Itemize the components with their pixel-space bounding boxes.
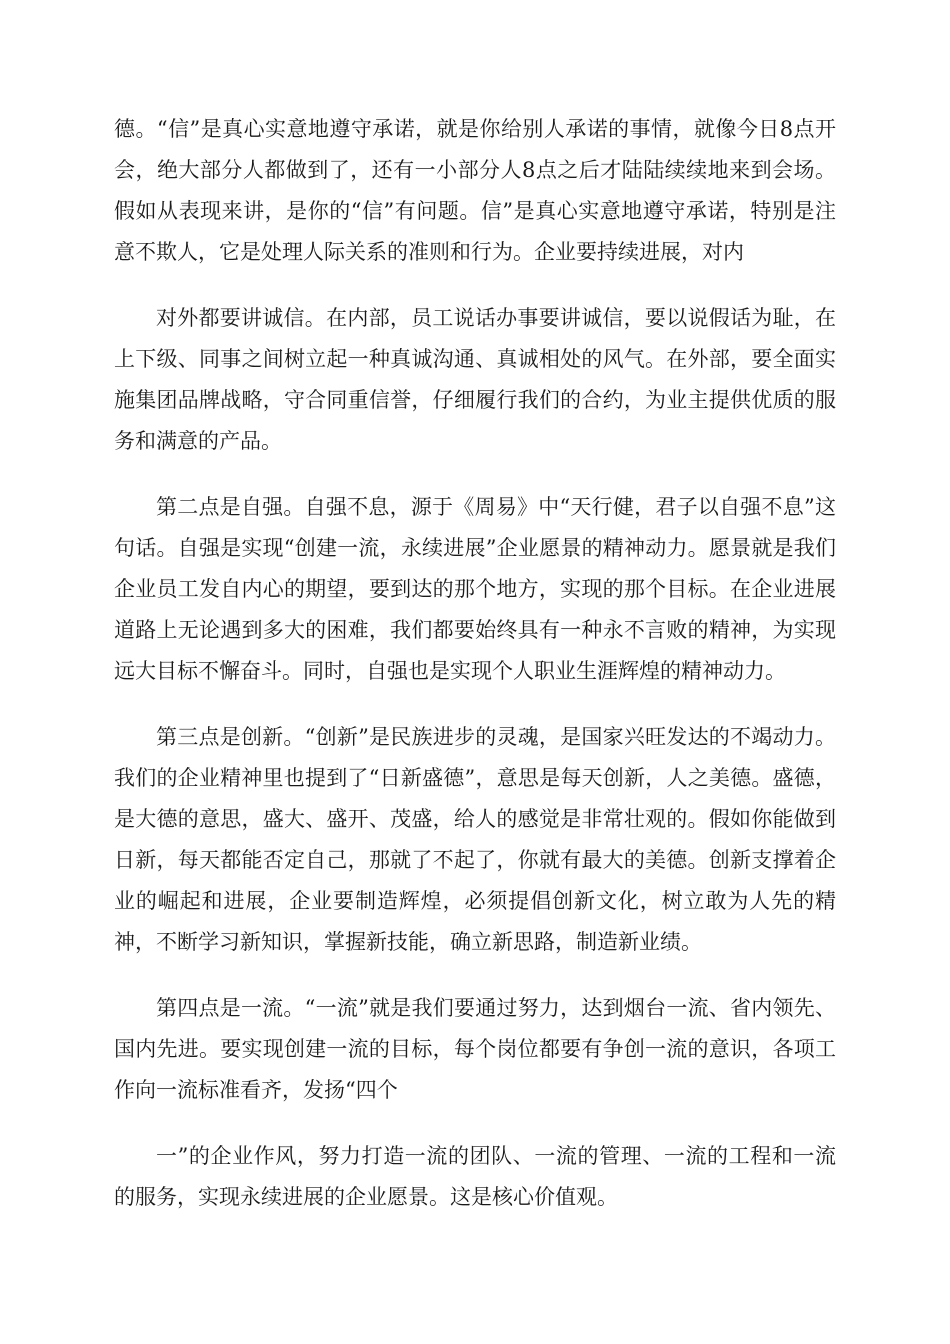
paragraph-3: 第二点是自强。自强不息，源于《周易》中“天行健，君子以自强不息”这句话。自强是实现“创建一流，永续进展”企业愿景的精神动力。愿景就是我们企业员工发自内心的期望，要到达的那个地方，实现的那个目标。在企业进展道路上无论遇到多大的困难，我们都要始终具有一种永不言败的精神，为实现远大目标不懈奋斗。同时，自强也是实现个人职业生涯辉煌的精神动力。 [114,495,836,683]
paragraph-5: 第四点是一流。“一流”就是我们要通过努力，达到烟台一流、省内领先、国内先进。要实现创建一流的目标，每个岗位都要有争创一流的意识，各项工作向一流标准看齐，发扬“四个 [114,996,836,1102]
document-body [114,109,836,1218]
paragraph-1: 德。“信”是真心实意地遵守承诺，就是你给别人承诺的事情，就像今日8点开会，绝大部分人都做到了，还有一小部分人8点之后才陆陆续续地来到会场。假如从表现来讲，是你的“信”有问题。信”是真心实意地遵守承诺，特别是注意不欺人，它是处理人际关系的准则和行为。企业要持续进展，对内 [114,117,836,264]
paragraph-4: 第三点是创新。“创新”是民族进步的灵魂，是国家兴旺发达的不竭动力。我们的企业精神里也提到了“日新盛德”，意思是每天创新，人之美德。盛德，是大德的意思，盛大、盛开、茂盛，给人的感觉是非常壮观的。假如你能做到日新，每天都能否定自己，那就了不起了，你就有最大的美德。创新支撑着企业的崛起和进展，企业要制造辉煌，必须提倡创新文化，树立敢为人先的精神，不断学习新知识，掌握新技能，确立新思路，制造新业绩。 [114,725,836,954]
paragraph-6: 一”的企业作风，努力打造一流的团队、一流的管理、一流的工程和一流的服务，实现永续进展的企业愿景。这是核心价值观。 [114,1144,836,1209]
paragraph-2: 对外都要讲诚信。在内部，员工说话办事要讲诚信，要以说假话为耻，在上下级、同事之间树立起一种真诚沟通、真诚相处的风气。在外部，要全面实施集团品牌战略，守合同重信誉，仔细履行我们的合约，为业主提供优质的服务和满意的产品。 [114,306,836,453]
